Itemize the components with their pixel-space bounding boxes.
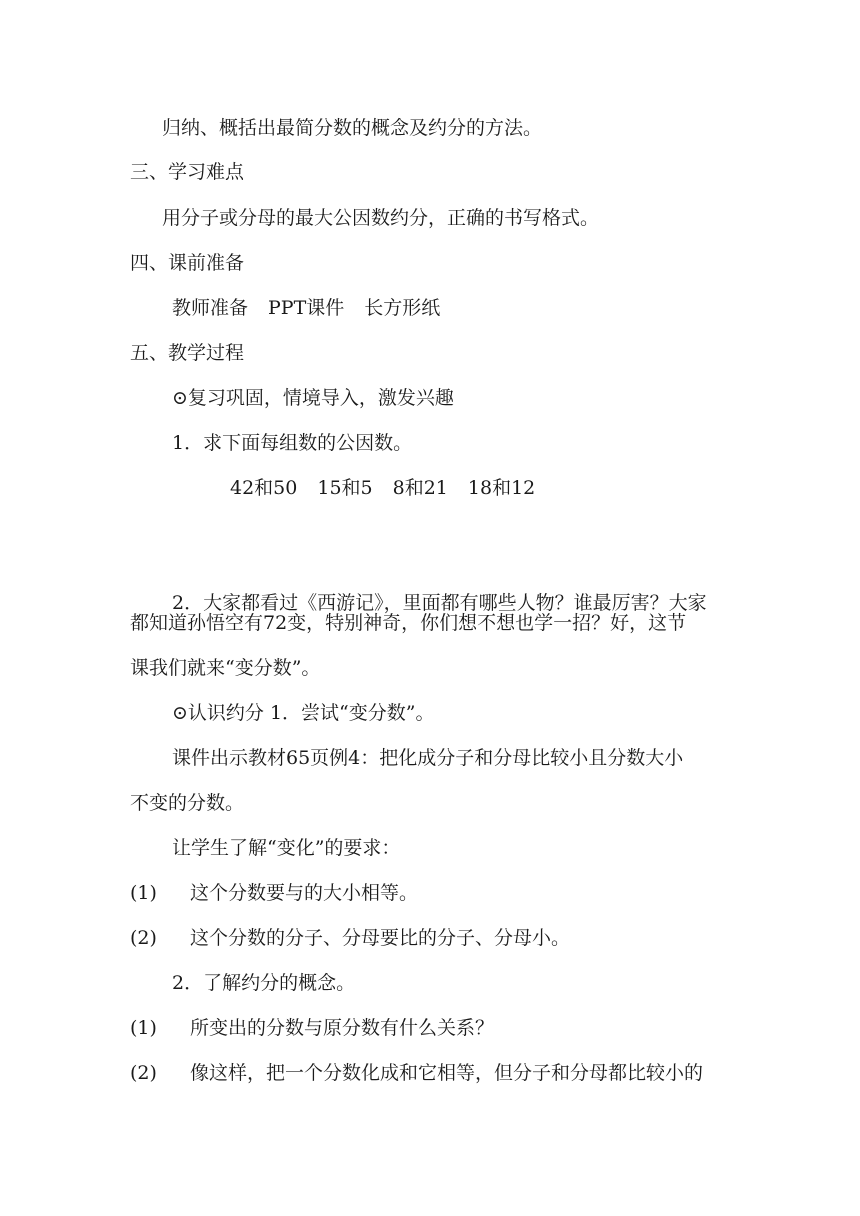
- number-group: 8和21: [392, 477, 448, 499]
- section-review: ⊙复习巩固，情境导入，激发兴趣: [172, 387, 454, 409]
- heading-difficulty: 三、学习难点: [130, 161, 245, 183]
- heading-preparation: 四、课前准备: [130, 252, 245, 274]
- heading-process: 五、教学过程: [130, 342, 245, 364]
- exercise-two-line-1: 2．大家都看过《西游记》，里面都有哪些人物？谁最厉害？大家: [172, 592, 707, 614]
- example-line-1: 课件出示教材65页例4：把化成分子和分母比较小且分数大小: [172, 747, 684, 769]
- number-group: 18和12: [467, 477, 536, 499]
- number-group: 42和50: [230, 477, 298, 499]
- exercise-one: 1．求下面每组数的公因数。: [172, 432, 413, 454]
- example-line-2: 不变的分数。: [130, 792, 245, 814]
- exercise-two-line-2: 都知道孙悟空有72变，特别神奇，你们想不想也学一招？好，这节: [130, 612, 687, 634]
- prep-item: PPT课件: [268, 297, 345, 319]
- list-item-text: 像这样，把一个分数化成和它相等，但分子和分母都比较小的: [190, 1062, 704, 1084]
- section-reduction: ⊙认识约分 1．尝试“变分数”。: [172, 702, 435, 724]
- list-marker: (2): [130, 1062, 157, 1084]
- list-item-text: 这个分数要与的大小相等。: [190, 882, 419, 904]
- prep-item: 教师准备: [172, 297, 249, 319]
- list-item: [130, 924, 570, 952]
- concept-heading: 2．了解约分的概念。: [172, 972, 356, 994]
- list-marker: (1): [130, 882, 157, 904]
- paragraph-summary: 归纳、概括出最简分数的概念及约分的方法。: [162, 117, 543, 139]
- list-marker: (1): [130, 1017, 157, 1039]
- preparation-list: [172, 294, 440, 322]
- list-marker: (2): [130, 927, 157, 949]
- list-item: [130, 879, 418, 907]
- list-item-text: 这个分数的分子、分母要比的分子、分母小。: [190, 927, 571, 949]
- number-group: 15和5: [317, 477, 373, 499]
- list-item: [130, 1059, 703, 1087]
- list-item: [130, 1014, 494, 1042]
- requirements-intro: 让学生了解“变化”的要求：: [172, 837, 401, 859]
- number-groups: [230, 474, 535, 502]
- prep-item: 长方形纸: [364, 297, 441, 319]
- paragraph-difficulty: 用分子或分母的最大公因数约分，正确的书写格式。: [162, 207, 600, 229]
- list-item-text: 所变出的分数与原分数有什么关系？: [190, 1017, 495, 1039]
- exercise-two-line-3: 课我们就来“变分数”。: [130, 657, 321, 679]
